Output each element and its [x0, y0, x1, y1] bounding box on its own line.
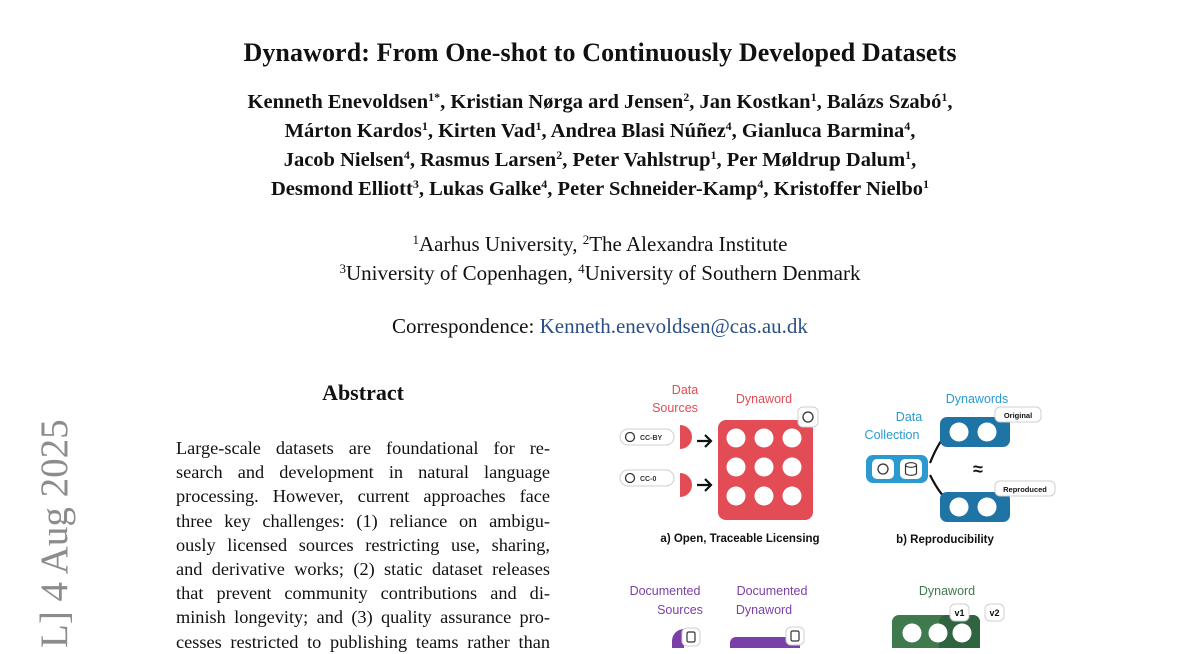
affiliation-name: The Alexandra Institute: [589, 232, 788, 256]
panel-b-collection-label-2: Collection: [864, 428, 920, 442]
author-affiliation-mark: 1: [421, 119, 428, 133]
panel-c: [630, 584, 808, 648]
abstract-heading: Abstract: [322, 380, 404, 405]
panel-b: [865, 392, 1055, 546]
arxiv-stamp-text: L] 4 Aug 2025: [33, 419, 76, 648]
affiliation-mark: 1: [412, 232, 419, 247]
version-v2: v2: [989, 608, 1000, 618]
source-cc-by: [620, 425, 711, 449]
author-affiliation-mark: 1: [810, 90, 817, 104]
author-name: Kirten Vad: [438, 120, 536, 142]
author-affiliation-mark: 1*: [428, 90, 441, 104]
panel-b-collection-label-1: Data: [895, 410, 923, 424]
panel-c-label-3: Documented: [736, 584, 808, 598]
document-icon: [682, 628, 700, 646]
author-line: Márton Kardos$^1$, Kirten Vad$^1$, Andrea Blasi Núñez$^4$, Gianluca Barmina$^4$,: [284, 119, 916, 142]
correspondence: [0, 314, 1200, 339]
affiliation-name: Aarhus University: [419, 232, 573, 256]
code-icon: [872, 459, 894, 479]
panel-c-label-4: Dynaword: [735, 603, 793, 617]
author-name: Jan Kostkan: [699, 91, 811, 113]
author-name: Per Møldrup Dalum: [726, 149, 906, 171]
author-affiliation-mark: 4: [757, 177, 764, 191]
overview-figure: [600, 375, 1070, 648]
author-list: [0, 88, 1200, 204]
abstract-line: minish longevity; and (3) quality assurance pro-: [176, 607, 550, 628]
arrow-icon: [697, 479, 711, 491]
abstract-line: processing. However, current approaches face: [176, 486, 550, 507]
panel-a-dataset-label: Dynaword: [735, 392, 793, 406]
abstract-line: ously licensed sources restricting use, sharing,: [176, 534, 550, 555]
author-line: Desmond Elliott$^3$, Lukas Galke$^4$, Peter Schneider-Kamp$^4$, Kristoffer Nielbo$^1$: [271, 177, 929, 200]
author-affiliation-mark: 1: [535, 119, 542, 133]
author-name: Kenneth Enevoldsen: [247, 91, 429, 113]
author-affiliation-mark: 1: [710, 148, 717, 162]
arxiv-stamp: [28, 400, 78, 648]
author-name: Lukas Galke: [429, 178, 542, 200]
license-cc-by-label: CC-BY: [640, 435, 663, 442]
author-line: Jacob Nielsen$^4$, Rasmus Larsen$^2$, Peter Vahlstrup$^1$, Per Møldrup Dalum$^1$,: [283, 148, 917, 171]
affiliations: [0, 230, 1200, 288]
author-affiliation-mark: 1: [941, 90, 948, 104]
author-line: Kenneth Enevoldsen$^{1*}$, Kristian Nørga ard Jensen$^2$, Jan Kostkan$^1$, Balázs Szabó$^1$,: [247, 90, 953, 113]
author-name: Kristoffer Nielbo: [773, 178, 923, 200]
author-affiliation-mark: 3: [412, 177, 419, 191]
author-name: Peter Schneider-Kamp: [557, 178, 758, 200]
version-v1: v1: [954, 608, 965, 618]
author-affiliation-mark: 2: [683, 90, 690, 104]
author-affiliation-mark: 4: [725, 119, 732, 133]
author-name: Peter Vahlstrup: [572, 149, 711, 171]
license-cc-0-label: CC-0: [640, 476, 657, 483]
abstract-line: and derivative works; (2) static dataset releases: [176, 559, 550, 580]
author-name: Jacob Nielsen: [283, 149, 404, 171]
affiliation-mark: 4: [578, 261, 585, 276]
author-affiliation-mark: 2: [556, 148, 563, 162]
panel-b-caption: b) Reproducibility: [896, 534, 994, 546]
affiliation-line: $^1$Aarhus University, $^2$The Alexandra Institute: [412, 232, 788, 256]
panel-d: [892, 584, 1004, 648]
author-affiliation-mark: 4: [403, 148, 410, 162]
paper-title: Dynaword: From One-shot to Continuously Developed Datasets: [243, 38, 957, 67]
abstract-text: [176, 436, 550, 654]
author-name: Andrea Blasi Núñez: [550, 120, 726, 142]
abstract-line: three key challenges: (1) reliance on ambigu-: [176, 510, 550, 531]
author-name: Rasmus Larsen: [420, 149, 557, 171]
author-affiliation-mark: 1: [923, 177, 929, 191]
abstract-line: cesses restricted to publishing teams rather than: [176, 631, 550, 652]
author-affiliation-mark: 4: [904, 119, 911, 133]
author-name: Desmond Elliott: [271, 178, 413, 200]
panel-a: [620, 383, 820, 545]
abstract-line: Large-scale datasets are foundational for re-: [176, 438, 550, 458]
document-dots: [727, 429, 802, 506]
approx-symbol: ≈: [973, 459, 983, 479]
correspondence-email-link[interactable]: Kenneth.enevoldsen@cas.au.dk: [539, 314, 808, 338]
document-icon: [786, 627, 804, 645]
affiliation-mark: 2: [582, 232, 590, 247]
panel-c-label-1: Documented: [629, 584, 701, 598]
source-cc-0: [620, 470, 711, 497]
affiliation-line: $^3$University of Copenhagen, $^4$University of Southern Denmark: [339, 261, 861, 285]
abstract-line: search and development in natural language: [176, 462, 550, 483]
author-name: Márton Kardos: [284, 120, 422, 142]
panel-a-sources-label-2: Sources: [652, 401, 698, 415]
author-affiliation-mark: 4: [541, 177, 548, 191]
arrow-icon: [697, 435, 711, 447]
author-name: Kristian Nørga ard Jensen: [450, 91, 684, 113]
affiliation-name: University of Southern Denmark: [584, 261, 861, 285]
panel-d-title: Dynaword: [918, 584, 976, 598]
affiliation-name: University of Copenhagen: [346, 261, 568, 285]
database-icon: [900, 459, 922, 479]
abstract-line: that prevent community contributions and di-: [176, 583, 550, 604]
panel-a-caption: a) Open, Traceable Licensing: [660, 533, 820, 545]
panel-a-sources-label-1: Data: [671, 383, 699, 397]
tag-original: Original: [1003, 411, 1033, 420]
correspondence-label: Correspondence:: [392, 314, 535, 338]
tag-reproduced: Reproduced: [1003, 485, 1047, 494]
author-name: Gianluca Barmina: [741, 120, 905, 142]
author-affiliation-mark: 1: [905, 148, 912, 162]
author-name: Balázs Szabó: [826, 91, 942, 113]
panel-b-title: Dynawords: [945, 392, 1009, 406]
affiliation-mark: 3: [339, 261, 346, 276]
panel-c-label-2: Sources: [657, 603, 703, 617]
